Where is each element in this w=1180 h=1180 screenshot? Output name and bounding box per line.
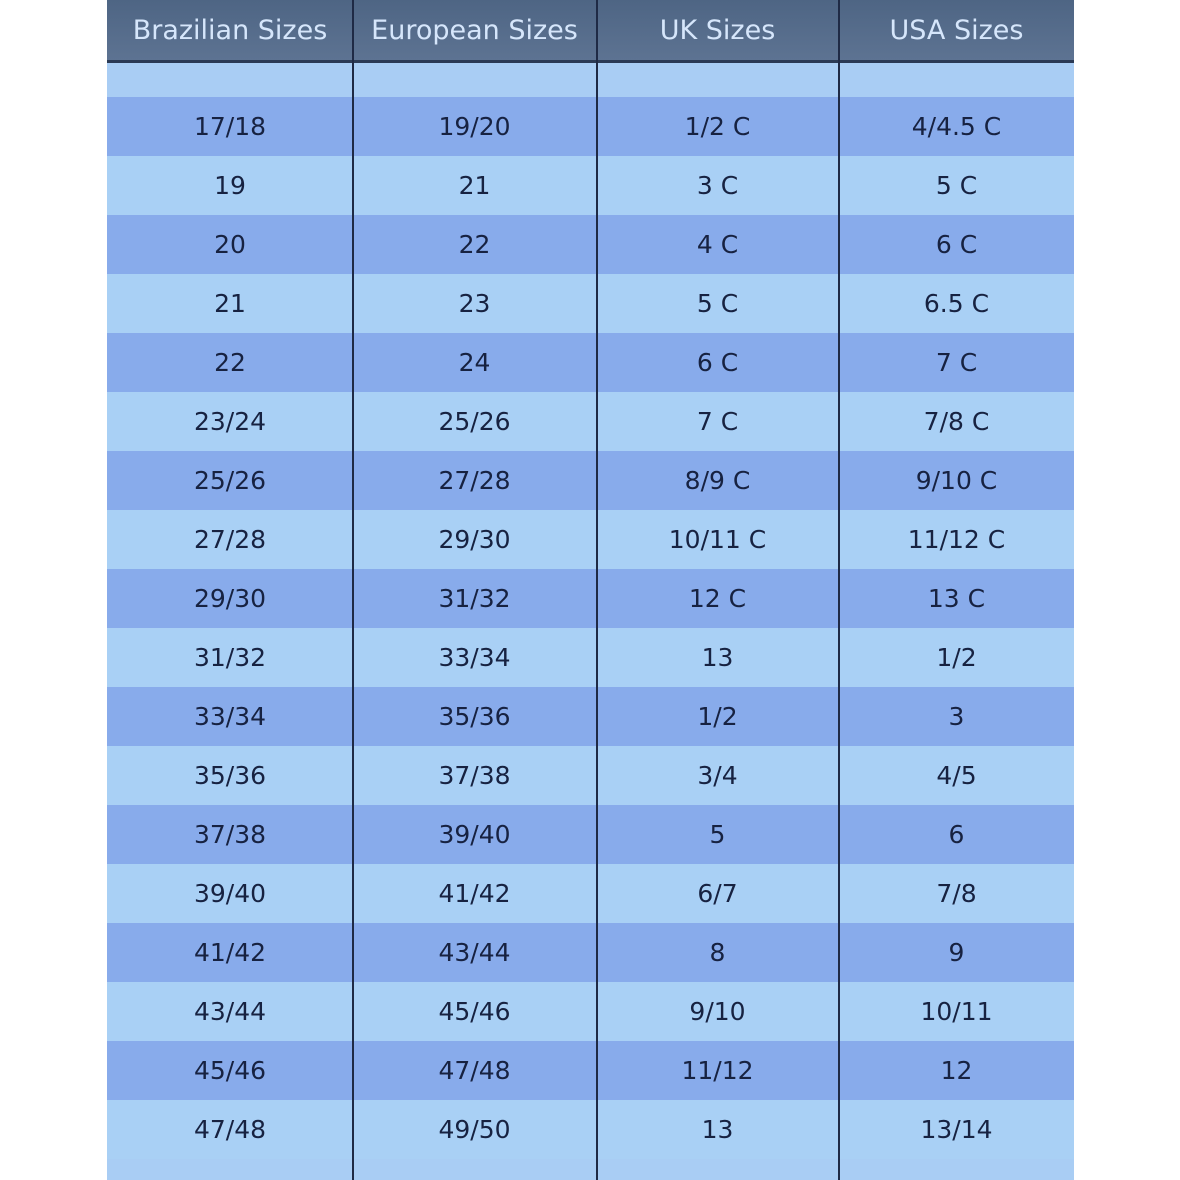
table-row (107, 687, 1074, 746)
usa-size-cell: 7 C (935, 348, 978, 377)
table-row (107, 451, 1074, 510)
brazilian-size-cell: 19 (214, 171, 246, 200)
uk-size-cell: 1/2 C (684, 112, 751, 141)
usa-size-cell: 9 (948, 938, 965, 967)
usa-size-cell: 6 (948, 820, 965, 849)
usa-size-cell: 7/8 (936, 879, 977, 908)
header-row (107, 0, 1074, 60)
usa-size-cell: 9/10 C (915, 466, 998, 495)
european-size-cell: 37/38 (438, 761, 511, 790)
european-size-cell: 43/44 (438, 938, 511, 967)
european-size-cell: 29/30 (438, 525, 511, 554)
usa-size-cell: 10/11 (920, 997, 993, 1026)
uk-size-cell: 13 (701, 643, 734, 672)
european-size-cell: 21 (458, 171, 491, 200)
european-size-cell: 45/46 (438, 997, 511, 1026)
table-row (107, 746, 1074, 805)
uk-size-cell: 6/7 (697, 879, 738, 908)
table-row (107, 333, 1074, 392)
brazilian-size-cell: 33/34 (193, 702, 267, 731)
uk-size-cell: 5 (709, 820, 726, 849)
usa-size-cell: 13 C (927, 584, 986, 613)
uk-size-cell: 3 C (696, 171, 739, 200)
table-row (107, 805, 1074, 864)
european-size-cell: 25/26 (438, 407, 511, 436)
european-size-cell: 39/40 (438, 820, 511, 849)
brazilian-size-cell: 47/48 (193, 1115, 267, 1144)
usa-size-cell: 11/12 C (907, 525, 1006, 554)
european-size-cell: 35/36 (438, 702, 511, 731)
brazilian-size-cell: 45/46 (193, 1056, 267, 1085)
uk-size-cell: 5 C (696, 289, 739, 318)
usa-size-cell: 1/2 (936, 643, 977, 672)
brazilian-size-cell: 31/32 (193, 643, 267, 672)
header-brazilian-sizes: Brazilian Sizes (132, 14, 328, 46)
table-row (107, 1100, 1074, 1159)
uk-size-cell: 8/9 C (684, 466, 751, 495)
usa-size-cell: 6.5 C (923, 289, 990, 318)
brazilian-size-cell: 27/28 (193, 525, 267, 554)
uk-size-cell: 10/11 C (668, 525, 767, 554)
brazilian-size-cell: 37/38 (193, 820, 267, 849)
table-row (107, 392, 1074, 451)
table-row (107, 274, 1074, 333)
brazilian-size-cell: 35/36 (193, 761, 267, 790)
european-size-cell: 27/28 (438, 466, 511, 495)
column-divider (596, 0, 598, 1180)
uk-size-cell: 7 C (696, 407, 739, 436)
table-row (107, 1041, 1074, 1100)
size-table-body (107, 97, 1074, 1159)
european-size-cell: 41/42 (438, 879, 511, 908)
brazilian-size-cell: 29/30 (193, 584, 267, 613)
brazilian-size-cell: 17/18 (193, 112, 267, 141)
brazilian-size-cell: 41/42 (193, 938, 267, 967)
european-size-cell: 47/48 (438, 1056, 511, 1085)
uk-size-cell: 4 C (696, 230, 739, 259)
uk-size-cell: 12 C (688, 584, 747, 613)
usa-size-cell: 6 C (935, 230, 978, 259)
uk-size-cell: 3/4 (697, 761, 738, 790)
brazilian-size-cell: 21 (214, 289, 246, 318)
usa-size-cell: 13/14 (920, 1115, 993, 1144)
european-size-cell: 24 (458, 348, 491, 377)
header-european-sizes: European Sizes (371, 14, 578, 46)
brazilian-size-cell: 39/40 (193, 879, 267, 908)
table-row (107, 628, 1074, 687)
usa-size-cell: 4/4.5 C (911, 112, 1002, 141)
brazilian-size-cell: 43/44 (193, 997, 267, 1026)
usa-size-cell: 5 C (935, 171, 978, 200)
uk-size-cell: 1/2 (697, 702, 738, 731)
european-size-cell: 22 (458, 230, 491, 259)
brazilian-size-cell: 25/26 (193, 466, 267, 495)
usa-size-cell: 3 (948, 702, 965, 731)
table-row (107, 864, 1074, 923)
brazilian-size-cell: 22 (214, 348, 246, 377)
table-row (107, 156, 1074, 215)
table-row (107, 97, 1074, 156)
usa-size-cell: 7/8 C (923, 407, 990, 436)
european-size-cell: 31/32 (438, 584, 511, 613)
usa-size-cell: 12 (940, 1056, 973, 1085)
uk-size-cell: 8 (709, 938, 726, 967)
european-size-cell: 19/20 (438, 112, 511, 141)
european-size-cell: 33/34 (438, 643, 511, 672)
european-size-cell: 23 (458, 289, 491, 318)
table-row (107, 982, 1074, 1041)
brazilian-size-cell: 23/24 (193, 407, 267, 436)
table-row (107, 510, 1074, 569)
header-uk-sizes: UK Sizes (659, 14, 776, 46)
uk-size-cell: 13 (701, 1115, 734, 1144)
european-size-cell: 49/50 (438, 1115, 511, 1144)
column-divider (352, 0, 354, 1180)
table-row (107, 215, 1074, 274)
usa-size-cell: 4/5 (936, 761, 977, 790)
uk-size-cell: 11/12 (681, 1056, 754, 1085)
brazilian-size-cell: 20 (214, 230, 246, 259)
table-row (107, 569, 1074, 628)
column-divider (838, 0, 840, 1180)
uk-size-cell: 6 C (696, 348, 739, 377)
table-row (107, 923, 1074, 982)
header-spacer (107, 76, 1074, 97)
header-usa-sizes: USA Sizes (889, 14, 1024, 46)
uk-size-cell: 9/10 (689, 997, 746, 1026)
size-chart (107, 0, 1074, 1180)
